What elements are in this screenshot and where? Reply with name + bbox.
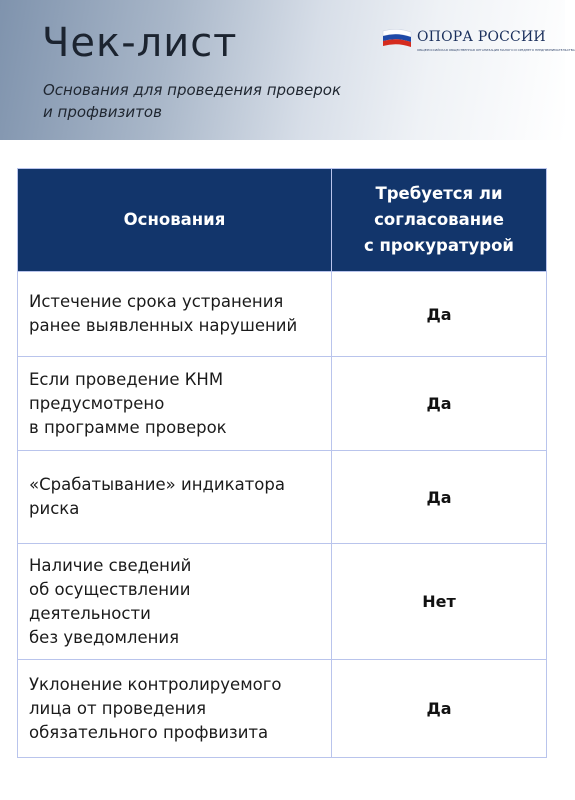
table-row — [18, 272, 547, 357]
opora-logo — [381, 28, 575, 58]
table-row — [18, 451, 547, 544]
table-row — [18, 660, 547, 758]
page-subtitle — [43, 79, 403, 123]
subtitle-line-1: Основания для проведения проверок — [43, 81, 342, 99]
row-basis: Наличие сведений об осуществлении деятельности без уведомления — [18, 544, 332, 660]
header-banner — [0, 0, 575, 140]
row-basis: Уклонение контролируемого лица от проведения обязательного профвизита — [18, 660, 332, 758]
row-answer: Да — [332, 451, 547, 544]
table-row — [18, 544, 547, 660]
checklist-table — [17, 168, 547, 758]
table-row — [18, 357, 547, 451]
row-answer: Да — [332, 272, 547, 357]
row-basis: Истечение срока устранения ранее выявленных нарушений — [18, 272, 332, 357]
header-basis: Основания — [18, 169, 332, 272]
flag-logo-icon — [381, 28, 413, 50]
row-basis: Если проведение КНМ предусмотрено в программе проверок — [18, 357, 332, 451]
row-answer: Нет — [332, 544, 547, 660]
logo-subtitle: ОБЩЕРОССИЙСКАЯ ОБЩЕСТВЕННАЯ ОРГАНИЗАЦИЯ МАЛОГО И СРЕДНЕГО ПРЕДПРИНИМАТЕЛЬСТВА — [417, 48, 575, 52]
row-basis: «Срабатывание» индикатора риска — [18, 451, 332, 544]
logo-name: ОПОРА РОССИИ — [417, 29, 546, 45]
row-answer: Да — [332, 660, 547, 758]
table-header-row — [18, 169, 547, 272]
row-answer: Да — [332, 357, 547, 451]
subtitle-line-2: и профвизитов — [43, 103, 162, 121]
page-title: Чек-лист — [42, 20, 238, 66]
header-approval: Требуется ли согласование с прокуратурой — [332, 169, 547, 272]
